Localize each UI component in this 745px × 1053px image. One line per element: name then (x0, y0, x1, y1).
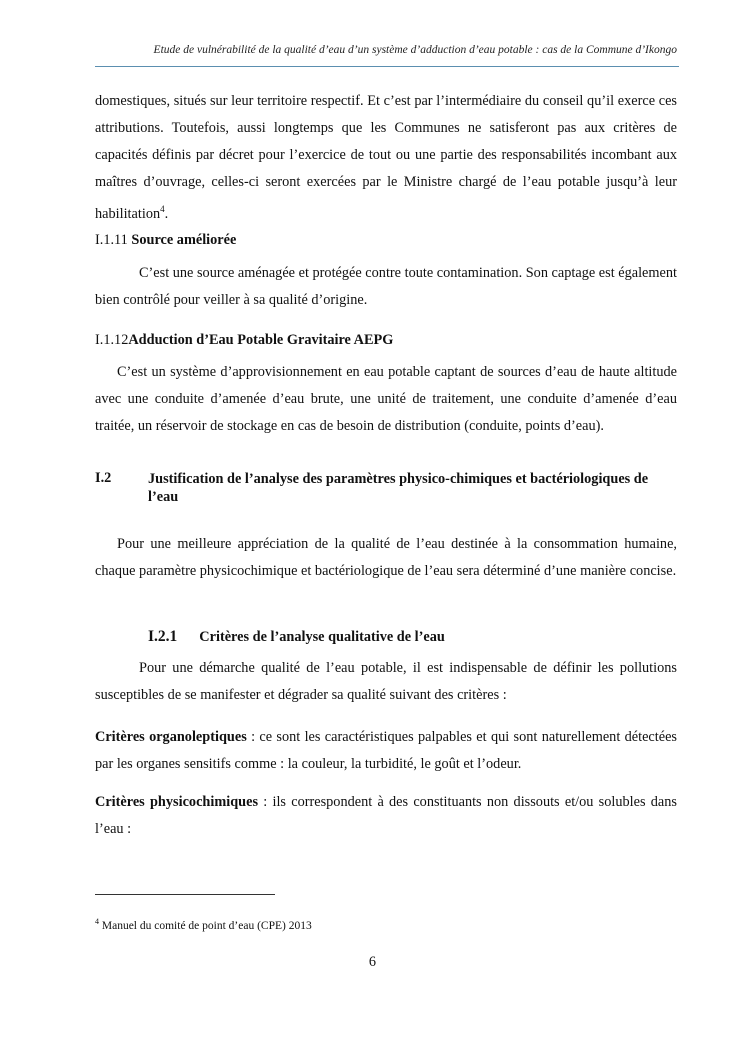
paragraph-justification: Pour une meilleure appréciation de la qualité de l’eau destinée à la consommation humaine, chaque paramètre physicochimique et bactériologique de l’eau sera déterminé d’une manière concise. (95, 536, 677, 579)
paragraph-criteres-physicochimiques (95, 789, 677, 843)
heading-1-2-1 (148, 628, 445, 646)
heading-number: I.1.12 (95, 332, 129, 348)
term: Critères organoleptiques (95, 729, 247, 745)
paragraph-criteres-organoleptiques (95, 724, 677, 778)
paragraph-aepg: C’est un système d’approvisionnement en eau potable captant de sources d’eau de haute altitude avec une conduite d’amenée d’eau brute, une unité de traitement, une conduite d’amenée d’eau traitée, un réservoir de stockage en cas de besoin de distribution (conduite, points d’eau). (95, 364, 677, 434)
heading-number: I.2.1 (148, 628, 178, 645)
heading-1-1-12 (95, 332, 393, 349)
footnote-number: 4 (95, 917, 99, 926)
footnote-text: Manuel du comité de point d’eau (CPE) 2013 (99, 919, 312, 932)
header-rule (95, 66, 679, 67)
definition: : ils correspondent à des constituants non dissouts et/ou solubles dans l’eau : (95, 794, 677, 837)
heading-title: Source améliorée (131, 232, 237, 248)
heading-number: I.1.11 (95, 232, 132, 248)
heading-1-1-11 (95, 232, 236, 249)
definition: : ce sont les caractéristiques palpables et qui sont naturellement détectées par les organes sensitifs comme : la couleur, la turbidité, le goût et l’odeur. (95, 729, 677, 772)
heading-title: Adduction d’Eau Potable Gravitaire AEPG (128, 332, 394, 348)
paragraph-source-amelioree: C’est une source aménagée et protégée contre toute contamination. Son captage est également bien contrôlé pour veiller à sa qualité d’origine. (95, 265, 677, 308)
footnote (95, 917, 312, 932)
footnote-ref[interactable]: 4 (160, 204, 165, 214)
heading-title: Critères de l’analyse qualitative de l’eau (199, 629, 445, 645)
heading-1-2-number: I.2 (95, 470, 112, 486)
paragraph-end: . (164, 205, 169, 222)
footnote-separator (95, 894, 275, 895)
term: Critères physicochimiques (95, 794, 259, 810)
heading-1-2-title: Justification de l’analyse des paramètres physico-chimiques et bactériologiques de l’eau (148, 471, 649, 505)
running-header: Etude de vulnérabilité de la qualité d’eau d’un système d’adduction d’eau potable : cas de la Commune d’Ikongo (153, 44, 677, 56)
paragraph-text: domestiques, situés sur leur territoire respectif. Et c’est par l’intermédiaire du conseil qu’il exerce ces attributions. Toutefois, aussi longtemps que les Communes ne satisferont pas aux critères de capacités définis par décret pour l’exercice de tout ou une partie des responsabilités incombant aux maîtres d’ouvrage, celles-ci seront exercées par le Ministre chargé de l’eau potable jusqu’à leur habilitation (95, 93, 677, 222)
page-number: 6 (368, 954, 377, 970)
paragraph-attributions (95, 88, 677, 228)
paragraph-demarche-qualite: Pour une démarche qualité de l’eau potable, il est indispensable de définir les pollutions susceptibles de se manifester et dégrader sa qualité suivant des critères : (95, 660, 677, 703)
